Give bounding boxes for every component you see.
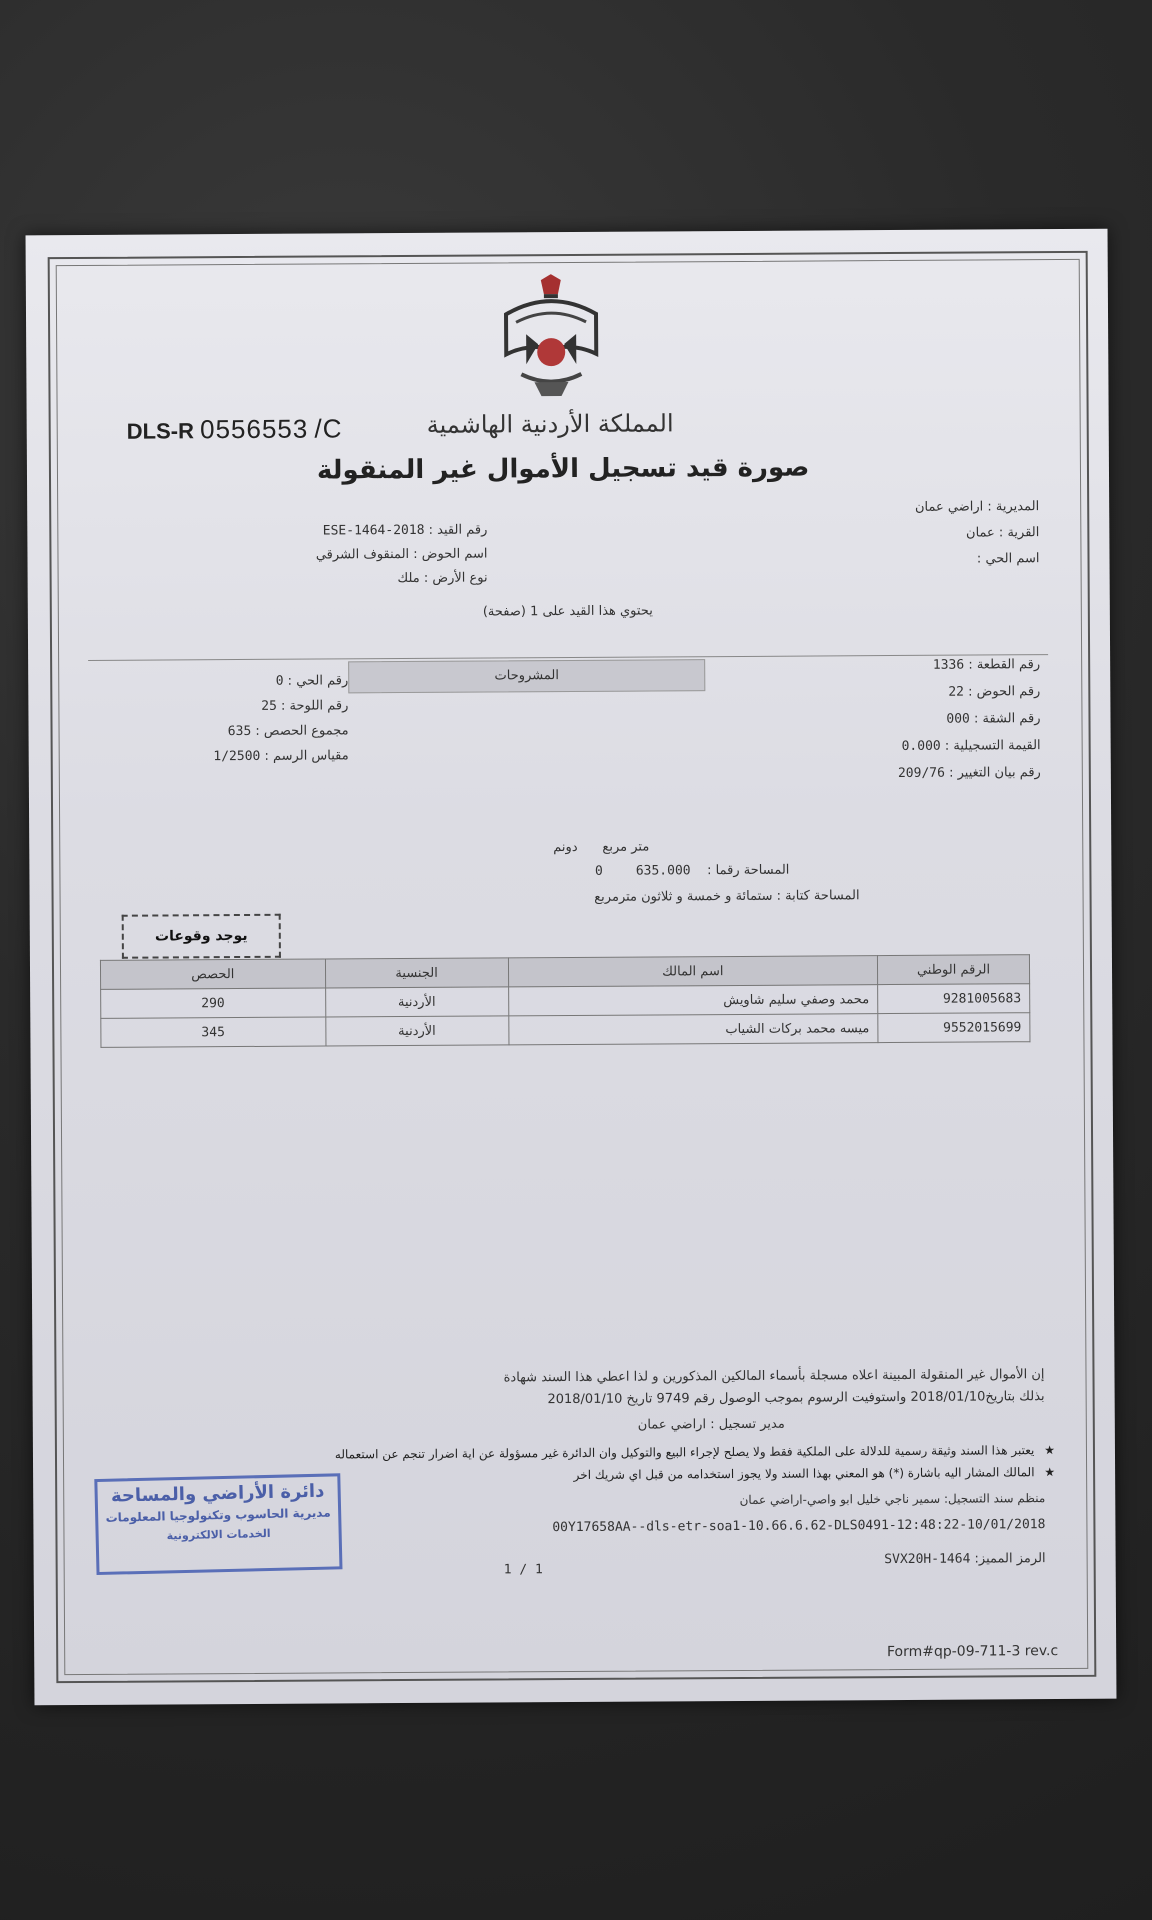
nationality-cell: الأردنية — [325, 1016, 508, 1046]
form-number: Form#qp-09-711-3 rev.c — [886, 1643, 1059, 1661]
district-number-row: رقم الحي : 0 — [275, 673, 349, 689]
apartment-number-row: رقم الشقة : 000 — [946, 711, 1041, 727]
table-row — [101, 1013, 1030, 1048]
stamp-line-2: مديرية الحاسوب وتكنولوجيا المعلومات — [105, 1505, 331, 1525]
registered-value-row: القيمة التسجيلية : 0.000 — [901, 738, 1041, 754]
document-title: صورة قيد تسجيل الأموال غير المنقولة — [316, 452, 810, 486]
village-row: القرية : عمان — [965, 525, 1040, 541]
change-statement-row: رقم بيان التغيير : 209/76 — [897, 765, 1041, 781]
district-row: اسم الحي : — [976, 551, 1040, 567]
owner-name-cell: ميسه محمد بركات الشياب — [508, 1014, 877, 1045]
serial-value: 0556553 — [199, 413, 309, 445]
registration-manager: مدير تسجيل : اراضي عمان — [637, 1416, 785, 1433]
serial-suffix: /C — [314, 413, 343, 444]
remarks-label: المشروحات — [494, 668, 559, 684]
crown-emblem-icon — [486, 274, 617, 405]
basin-name-row: اسم الحوض : المنقوف الشرقي — [315, 546, 488, 563]
certification-line-1: إن الأموال غير المنقولة المبينة اعلاه مسجلة بأسماء المالكين المذكورين و لذا اعطي هذا السند شهادة — [503, 1367, 1045, 1386]
star-icon: ★ — [1044, 1443, 1056, 1458]
national-id-cell: 9281005683 — [878, 984, 1030, 1014]
basin-number-row: رقم الحوض : 22 — [948, 684, 1041, 700]
map-scale-row: مقياس الرسم : 1/2500 — [213, 748, 349, 765]
remarks-box — [348, 659, 705, 693]
area-numeric-row: المساحة رقما : 635.000 0 — [594, 862, 790, 879]
page-number: 1 / 1 — [503, 1562, 543, 1578]
shares-cell: 290 — [101, 988, 326, 1018]
distinct-code-row: الرمز المميز: 1464-SVX20H — [884, 1551, 1046, 1568]
page-count-note: يحتوي هذا القيد على 1 (صفحة) — [482, 603, 653, 620]
area-units-header: متر مربع دونم — [553, 839, 650, 856]
stamp-line-3: الخدمات الالكترونية — [166, 1526, 271, 1543]
serial-prefix: DLS-R — [126, 418, 195, 444]
header-shares: الحصص — [100, 959, 325, 989]
land-type-row: نوع الأرض : ملك — [397, 570, 488, 587]
nationality-cell: الأردنية — [325, 987, 508, 1017]
kingdom-name: المملكة الأردنية الهاشمية — [426, 409, 674, 439]
system-code-line: 00Y17658AA--dls-etr-soa1-10.66.6.62-DLS0491-12:48:22-10/01/2018 — [552, 1517, 1046, 1536]
header-national-id: الرقم الوطني — [877, 955, 1029, 985]
header-nationality: الجنسية — [325, 958, 508, 988]
plot-number-row: رقم القطعة : 1336 — [932, 657, 1041, 673]
record-number-row: رقم القيد : 2018-ESE-1464 — [322, 522, 488, 539]
sheet-number-row: رقم اللوحة : 25 — [261, 698, 349, 714]
stamp-line-1: دائرة الأراضي والمساحة — [110, 1480, 325, 1507]
document-organizer: منظم سند التسجيل: سمير ناجي خليل ابو واصي-اراضي عمان — [739, 1491, 1046, 1507]
owners-table — [100, 954, 1031, 1048]
encumbrance-notice-box: يوجد وقوعات — [122, 914, 281, 959]
national-id-cell: 9552015699 — [878, 1013, 1030, 1043]
header-owner-name: اسم المالك — [508, 956, 877, 987]
area-written-row: المساحة كتابة : ستمائة و خمسة و ثلاثون مترمربع — [594, 888, 860, 905]
note-2: ★ المالك المشار اليه باشارة (*) هو المعني بهذا السند ولا يجوز استخدامه من قبل اي شريك اخر — [573, 1465, 1056, 1482]
note-1: ★ يعتبر هذا السند وثيقة رسمية للدلالة على الملكية فقط ولا يصلح لإجراء البيع والتوكيل وان الدائرة غير مسؤولة عن اية اضرار تنجم عن استعماله — [334, 1443, 1056, 1462]
star-icon: ★ — [1044, 1465, 1056, 1480]
official-stamp — [94, 1473, 342, 1575]
serial-number — [127, 413, 343, 445]
shares-cell: 345 — [101, 1017, 326, 1047]
directorate-row: المديرية : اراضي عمان — [914, 499, 1040, 515]
total-shares-row: مجموع الحصص : 635 — [227, 723, 349, 740]
document-paper — [26, 229, 1117, 1706]
owner-name-cell: محمد وصفي سليم شاويش — [508, 985, 877, 1016]
certification-line-2: بذلك بتاريخ2018/01/10 واستوفيت الرسوم بموجب الوصول رقم 9749 تاريخ 2018/01/10 — [547, 1389, 1045, 1408]
